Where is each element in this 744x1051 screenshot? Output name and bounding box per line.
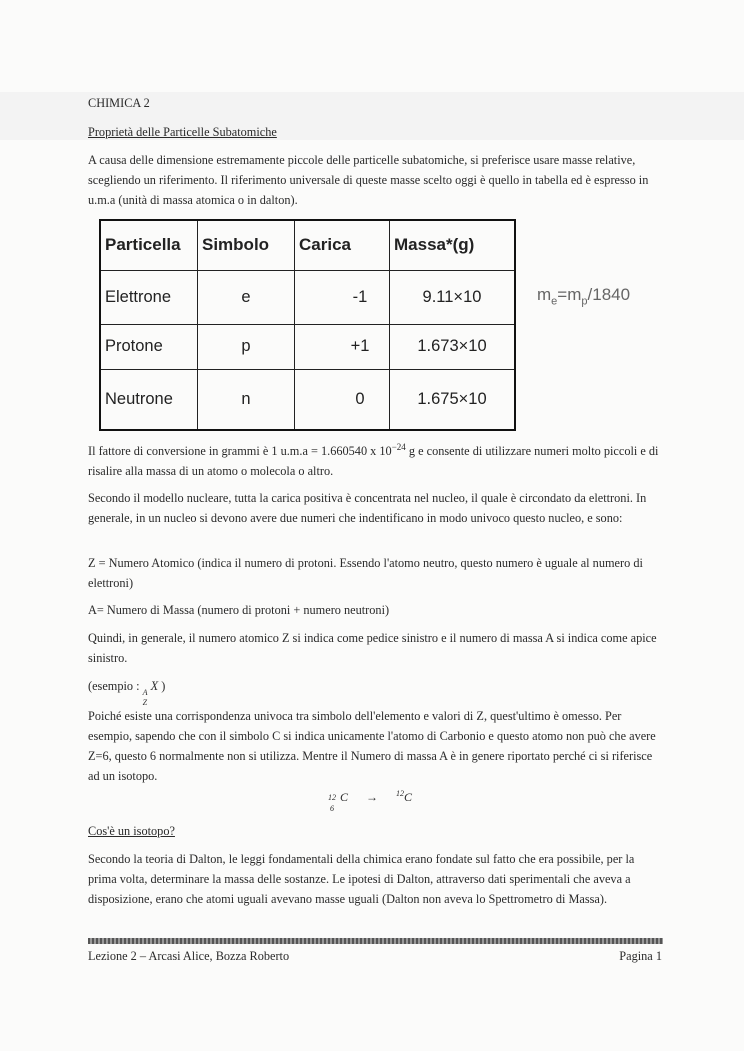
carbon-notation: 12 6 C → $^{12}$C [328, 789, 413, 813]
z-definition: Z = Numero Atomico (indica il numero di protoni. Essendo l'atomo neutro, questo numero è uguale al numero di elettroni) [88, 556, 643, 590]
cell-mass: 1.673×10 [390, 324, 516, 369]
isotope-paragraph: Secondo la teoria di Dalton, le leggi fondamentali della chimica erano fondate sul fatto che era possibile, per la prima volta, determinare la massa delle sostanze. Le ipotesi di Dalton, attraverso dati sperimentali che aveva a disposizione, erano che atomi uguali avevano masse uguali (Dalton non aveva lo Spettrometro di Massa). [88, 852, 635, 906]
footer-page-number: Pagina 1 [619, 949, 662, 963]
table-row [100, 324, 515, 369]
conversion-paragraph: Il fattore di conversione in grammi è 1 u.m.a = 1.660540 x $10^{-24}$ g e consente di utilizzare numeri molto piccoli e di risalire alla massa di un atomo o molecola o altro. [88, 441, 659, 478]
footer-lesson: Lezione 2 – Arcasi Alice, Bozza Roberto [88, 949, 290, 963]
table-header-row [100, 220, 515, 270]
cell-name: Neutrone [100, 370, 198, 430]
a-definition: A= Numero di Massa (numero di protoni + numero neutroni) [88, 603, 390, 617]
cell-symbol: n [198, 370, 295, 430]
intro-paragraph: A causa delle dimensione estremamente piccole delle particelle subatomiche, si preferisce usare masse relative, scegliendo un riferimento. Il riferimento universale di queste masse scelto oggi è quello in tabella ed è espresso in u.m.a (unità di massa atomica o in dalton). [88, 153, 649, 207]
header-carica: Carica [295, 220, 390, 270]
footer-divider [88, 938, 663, 944]
exponent: −24 [391, 441, 406, 452]
cell-charge: 0 [295, 370, 390, 430]
cell-symbol: e [198, 270, 295, 324]
electron-proton-mass-note: $m_e=m_p/1840$ [537, 285, 631, 308]
table-row [100, 270, 515, 324]
arrow-icon: → [366, 790, 379, 804]
cell-charge: +1 [295, 324, 390, 369]
section-title: Proprietà delle Particelle Subatomiche [88, 125, 277, 139]
index-rule-paragraph: Quindi, in generale, il numero atomico Z si indica come pedice sinistro e il numero di massa A si indica come apice sinistro. [88, 631, 657, 665]
isotope-title: Cos'è un isotopo? [88, 824, 175, 838]
cell-symbol: p [198, 324, 295, 369]
table-row [100, 370, 515, 430]
course-header: CHIMICA 2 [88, 96, 150, 110]
cell-charge: -1 [295, 270, 390, 324]
header-massa: Massa*(g) [390, 220, 516, 270]
header-particella: Particella [100, 220, 198, 270]
omission-paragraph: Poiché esiste una corrispondenza univoca tra simbolo dell'elemento e valori di Z, quest'ultimo è omesso. Per esempio, sapendo che con il simbolo C si indica unicamente l'atomo di Carbonio e questo atomo non può che avere Z=6, questo 6 normalmente non si utilizza. Mentre il Numero di massa A è in genere riportato perché ci si riferisce ad un isotopo. [88, 709, 656, 783]
header-simbolo: Simbolo [198, 220, 295, 270]
cell-name: Elettrone [100, 270, 198, 324]
example-line: (esempio : A Z X ) [88, 679, 166, 707]
cell-mass: 1.675×10 [390, 370, 516, 430]
nuclear-model-paragraph: Secondo il modello nucleare, tutta la carica positiva è concentrata nel nucleo, il quale è circondato da elettroni. In generale, in un nucleo si devono avere due numeri che indentificano in modo univoco questo nucleo, e sono: [88, 491, 647, 525]
particles-table [99, 219, 516, 431]
cell-name: Protone [100, 324, 198, 369]
cell-mass: 9.11×10 [390, 270, 516, 324]
